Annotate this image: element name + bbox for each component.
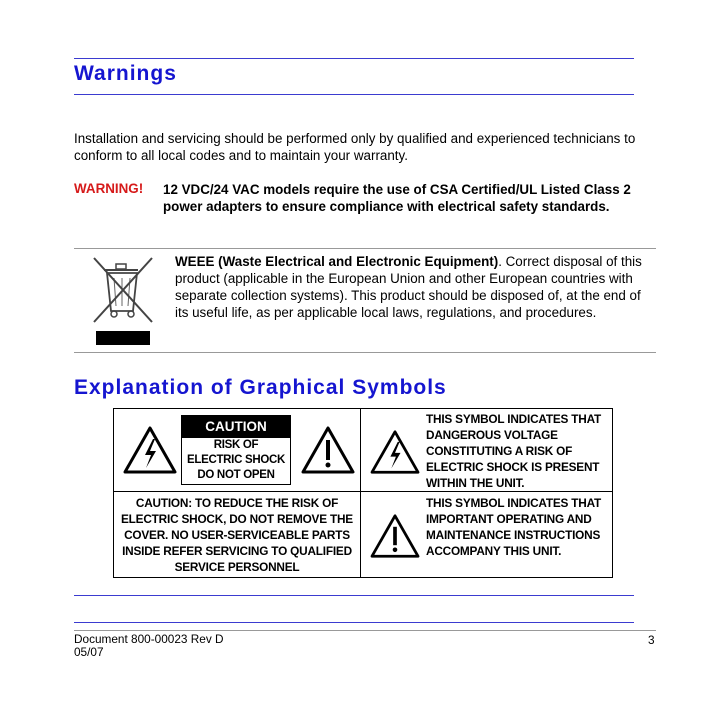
- warning-label: WARNING!: [74, 181, 144, 196]
- table-divider-horizontal: [114, 491, 612, 492]
- weee-paragraph: [175, 253, 645, 321]
- crossed-out-wheelie-bin-icon: [92, 256, 154, 346]
- exclamation-warning-triangle-icon: [300, 425, 356, 475]
- caution-heading: CAUTION: [182, 416, 290, 438]
- instructions-symbol-description: THIS SYMBOL INDICATES THAT IMPORTANT OPERATING AND MAINTENANCE INSTRUCTIONS ACCOMPANY THIS UNIT.: [426, 496, 602, 558]
- lightning-warning-triangle-icon: [369, 429, 421, 475]
- footer-rule: [74, 630, 656, 631]
- weee-heading: WEEE (Waste Electrical and Electronic Equipment): [175, 254, 499, 269]
- warning-text: 12 VDC/24 VAC models require the use of CSA Certified/UL Listed Class 2 power adapters to ensure compliance with electrical safety standards.: [163, 182, 631, 214]
- weee-top-rule: [74, 248, 656, 249]
- bottom-rule-2: [74, 622, 634, 623]
- bottom-rule-1: [74, 595, 634, 596]
- table-divider-vertical: [360, 409, 361, 577]
- top-rule: [74, 58, 634, 59]
- caution-note: CAUTION: TO REDUCE THE RISK OF ELECTRIC SHOCK, DO NOT REMOVE THE COVER. NO USER-SERVICEABLE PARTS INSIDE REFER SERVICING TO QUALIFIED SERVICE PERSONNEL: [121, 496, 353, 574]
- caution-line-2: ELECTRIC SHOCK: [186, 454, 286, 466]
- symbols-title: Explanation of Graphical Symbols: [74, 376, 447, 399]
- weee-bottom-rule: [74, 352, 656, 353]
- page-number: 3: [648, 633, 655, 647]
- voltage-symbol-description: THIS SYMBOL INDICATES THAT DANGEROUS VOLTAGE CONSTITUTING A RISK OF ELECTRIC SHOCK IS PRESENT WITHIN THE UNIT.: [426, 412, 602, 490]
- caution-line-3: DO NOT OPEN: [197, 469, 275, 481]
- caution-label-block: [181, 415, 291, 485]
- exclamation-warning-triangle-icon: [369, 513, 421, 559]
- warnings-title-rule: [74, 94, 634, 95]
- lightning-warning-triangle-icon: [122, 425, 178, 475]
- caution-line-1: RISK OF: [213, 439, 259, 451]
- footer-date: 05/07: [74, 645, 104, 659]
- symbols-table: [113, 408, 613, 578]
- intro-paragraph: Installation and servicing should be performed only by qualified and experienced technicians to conform to all local codes and to maintain your warranty.: [74, 131, 636, 163]
- footer-document-number: Document 800-00023 Rev D: [74, 632, 224, 646]
- footer-document-info: [74, 633, 224, 659]
- weee-body: . Correct disposal of this product (applicable in the European Union and other European countries with separate collection systems). This product should be disposed of, at the end of its useful life, as per applicable local laws, regulations, and procedures.: [175, 254, 642, 320]
- warnings-title: Warnings: [74, 62, 177, 85]
